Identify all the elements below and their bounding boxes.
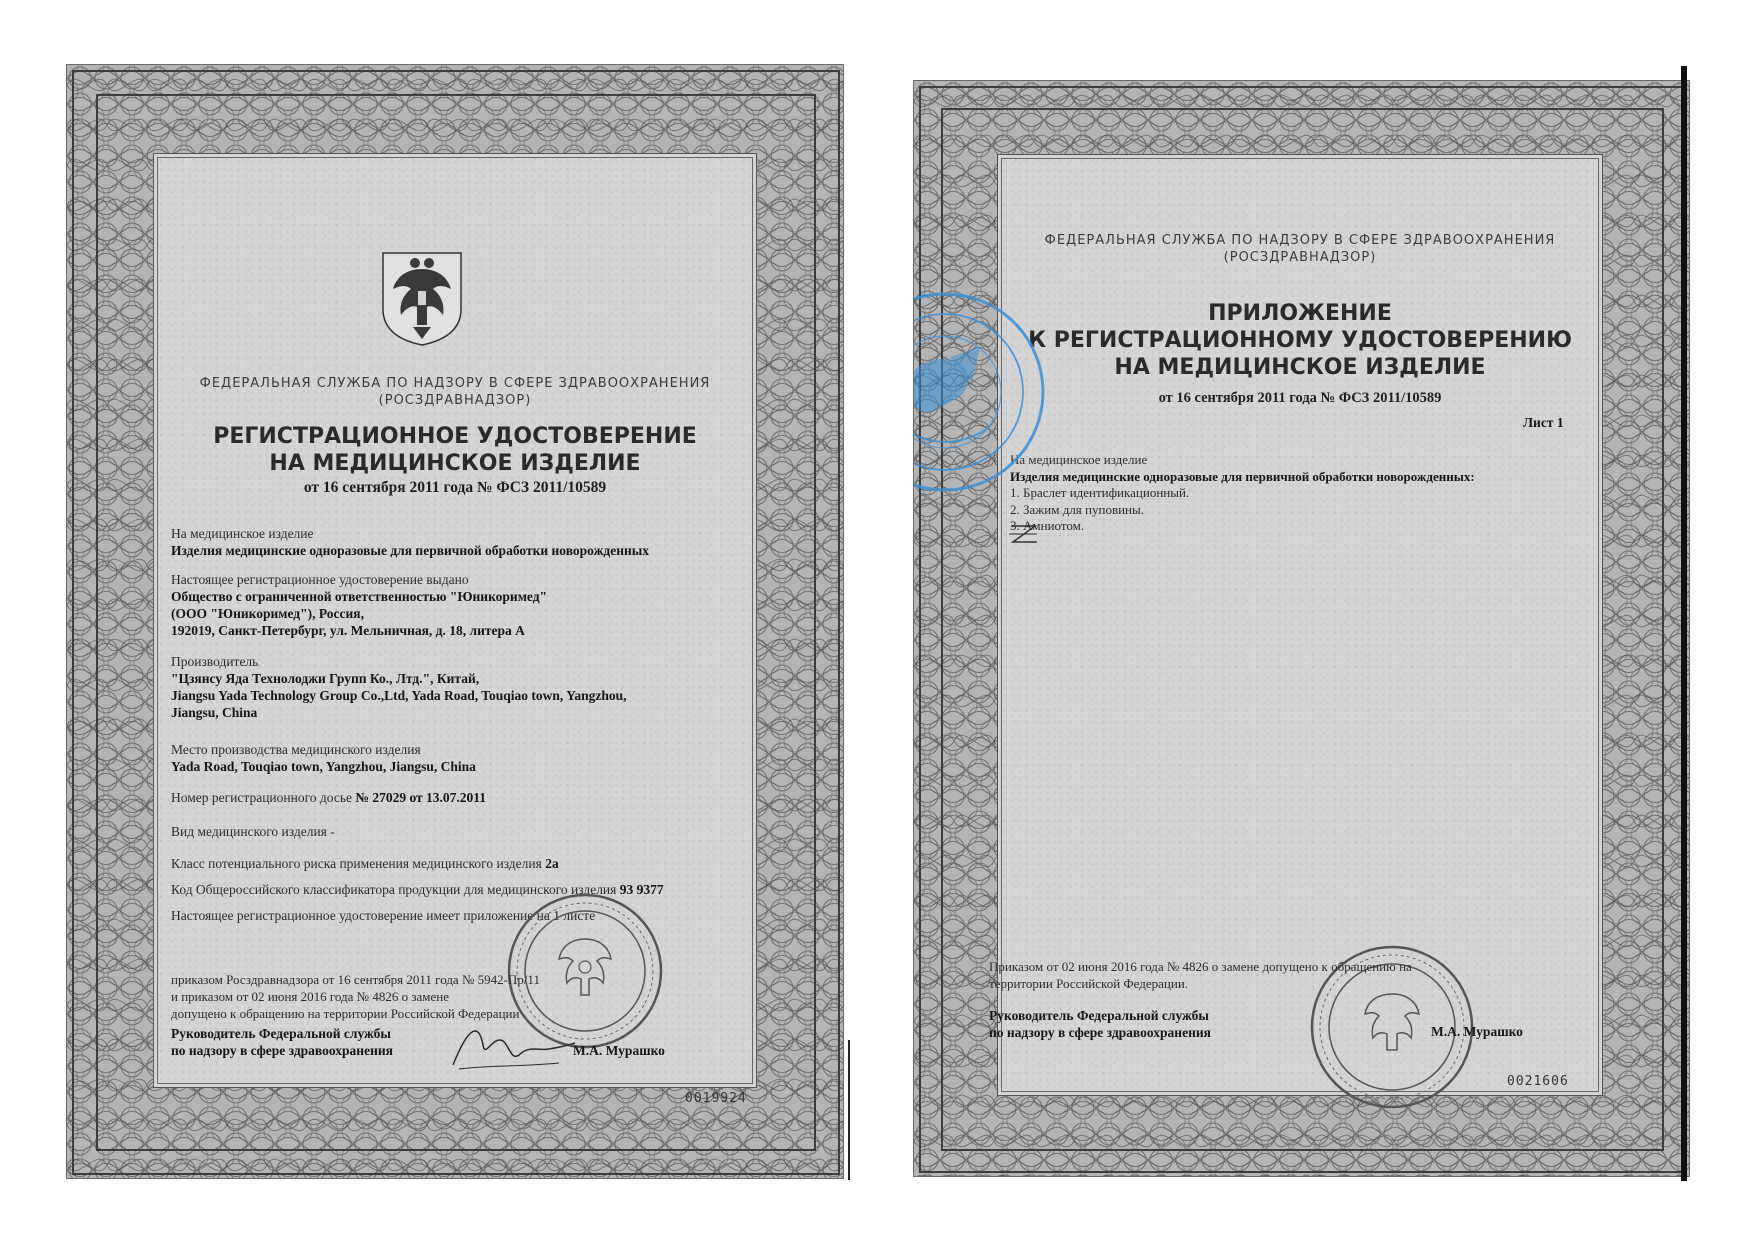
device-item: 3. Амниотом. xyxy=(1010,518,1085,533)
agency-name: ФЕДЕРАЛЬНАЯ СЛУЖБА ПО НАДЗОРУ В СФЕРЕ ЗДРАВООХРАНЕНИЯ (РОСЗДРАВНАДЗОР) xyxy=(199,376,711,408)
document-title: РЕГИСТРАЦИОННОЕ УДОСТОВЕРЕНИЕ НА МЕДИЦИНСКОЕ ИЗДЕЛИЕ xyxy=(213,424,697,476)
order-block: Приказом от 02 июня 2016 года № 4826 о замене допущено к обращению на территории Российской Федерации. xyxy=(989,959,1412,991)
sheet-number: Лист 1 xyxy=(1523,415,1564,430)
appendix-title: ПРИЛОЖЕНИЕ К РЕГИСТРАЦИОННОМУ УДОСТОВЕРЕНИЮ НА МЕДИЦИНСКОЕ ИЗДЕЛИЕ xyxy=(1028,301,1572,380)
okp-code-line: Код Общероссийского классификатора продукции для медицинского изделия 93 9377 xyxy=(171,882,664,897)
head-title-block: Руководитель Федеральной службы по надзору в сфере здравоохранения xyxy=(989,1008,1211,1040)
device-block: На медицинское изделие Изделия медицинские одноразовые для первичной обработки новорожденных xyxy=(171,526,650,558)
dossier-line: Номер регистрационного досье № 27029 от 13.07.2011 xyxy=(171,790,487,805)
certificate-date-number: от 16 сентября 2011 года № ФСЗ 2011/10589 xyxy=(1158,390,1442,406)
appendix-page xyxy=(913,80,1690,1177)
serial-number: 0019924 xyxy=(685,1091,747,1106)
production-site-block: Место производства медицинского изделия Yada Road, Touqiao town, Yangzhou, Jiangsu, China xyxy=(171,742,476,774)
manufacturer-block: Производитель "Цзянсу Яда Технолоджи Групп Ко., Лтд.", Китай, Jiangsu Yada Technology Group Co.,Ltd, Yada Road, Touqiao town, Yangzhou, Jiangsu, China xyxy=(171,654,627,720)
device-item: 1. Браслет идентификационный. xyxy=(1010,485,1190,500)
appendix-note: Настоящее регистрационное удостоверение имеет приложение на 1 листе xyxy=(171,908,596,923)
device-item: 2. Зажим для пуповины. xyxy=(1010,501,1144,517)
company-blue-stamp xyxy=(913,287,1050,497)
signer-name: М.А. Мурашко xyxy=(1431,1024,1523,1039)
page-edge-shadow xyxy=(848,1040,850,1180)
signer-name: М.А. Мурашко xyxy=(573,1043,665,1058)
device-block: На медицинское изделие Изделия медицинские одноразовые для первичной обработки новорожденных: 1. Браслет идентификационный. 2. Зажим для пуповины. 3. Амниотом. xyxy=(1010,452,1475,533)
certificate-page xyxy=(66,64,844,1179)
handwritten-signature xyxy=(449,1015,579,1075)
holder-block: Настоящее регистрационное удостоверение выдано Общество с ограниченной ответственностью "Юникоримед" (ООО "Юникоримед"), Россия, 192019, Санкт-Петербург, ул. Мельничная, д. 18, литера А xyxy=(171,572,548,638)
agency-name: ФЕДЕРАЛЬНАЯ СЛУЖБА ПО НАДЗОРУ В СФЕРЕ ЗДРАВООХРАНЕНИЯ (РОСЗДРАВНАДЗОР) xyxy=(1044,233,1556,265)
page-edge-shadow xyxy=(1681,66,1687,1181)
certificate-date-number: от 16 сентября 2011 года № ФСЗ 2011/10589 xyxy=(303,479,607,496)
risk-class-line: Класс потенциального риска применения медицинского изделия 2а xyxy=(171,856,559,871)
serial-number: 0021606 xyxy=(1507,1074,1569,1089)
head-title-block: Руководитель Федеральной службы по надзору в сфере здравоохранения xyxy=(171,1026,393,1058)
z-mark xyxy=(1007,522,1041,548)
coat-of-arms-emblem xyxy=(379,249,465,347)
device-type-line: Вид медицинского изделия - xyxy=(171,824,335,839)
order-block: приказом Росздравнадзора от 16 сентября 2011 года № 5942-Пр/11 и приказом от 02 июня 2016 года № 4826 о замене допущено к обращению на территории Российской Федерации xyxy=(171,972,540,1021)
